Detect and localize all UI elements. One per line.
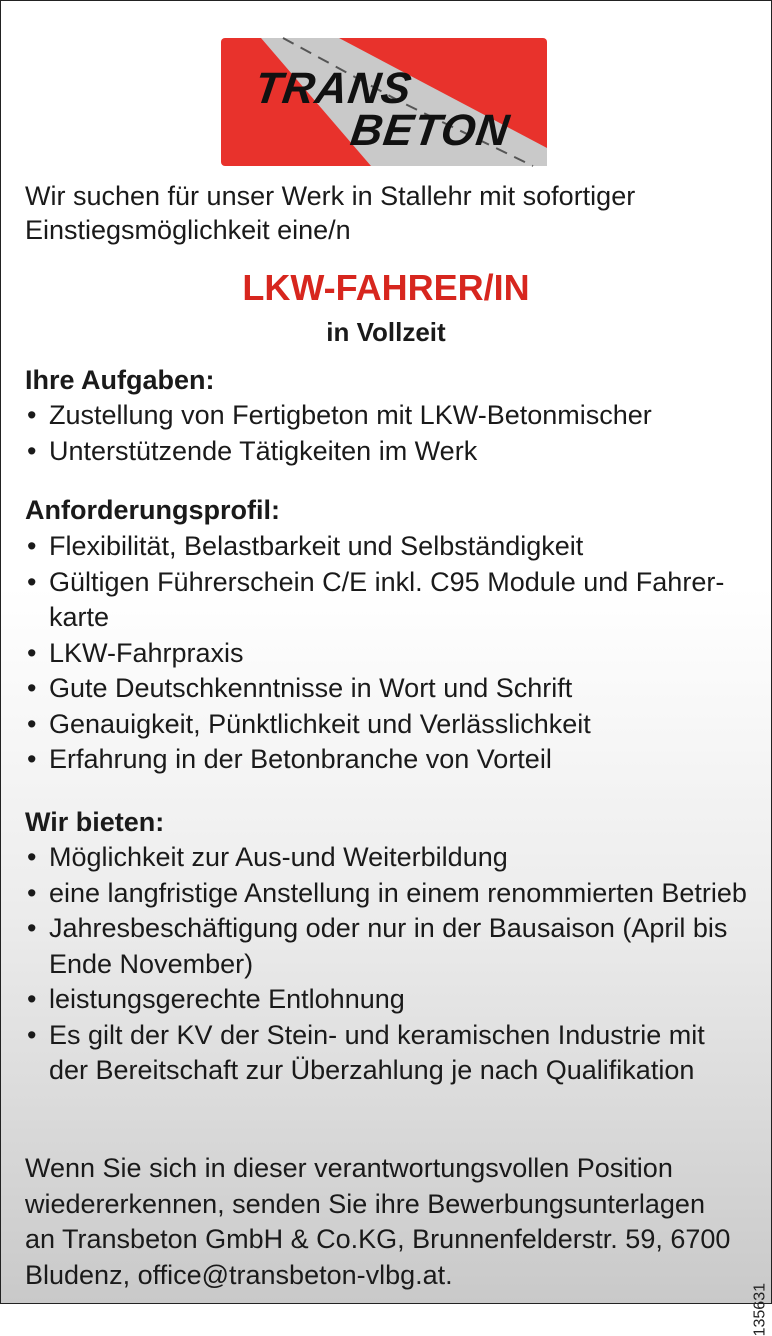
employment-type: in Vollzeit	[326, 317, 446, 347]
list-item: • LKW-Fahrpraxis	[25, 636, 751, 672]
list-item: • Es gilt der KV der Stein- und keramischen Industrie mit der Bereitschaft zur Überzahlung je nach Qualifikation	[25, 1018, 751, 1089]
closing-text: Wenn Sie sich in dieser verantwortungsvollen Position wiedererkennen, senden Sie ihre Bewerbungsunterlagen an Transbeton GmbH & Co.KG, Brunnenfelderstr. 59, 6700 Bludenz, office@transbeton-vlbg.at.	[25, 1153, 731, 1290]
list-item: • Genauigkeit, Pünktlichkeit und Verlässlichkeit	[25, 707, 751, 743]
requirements-list	[25, 529, 751, 778]
list-item: • Möglichkeit zur Aus-und Weiterbildung	[25, 840, 751, 876]
list-item: • leistungsgerechte Entlohnung	[25, 982, 751, 1018]
intro-text: Wir suchen für unser Werk in Stallehr mit sofortiger Einstiegsmöglichkeit eine/n	[25, 181, 636, 245]
list-item: • Unterstützende Tätigkeiten im Werk	[25, 434, 751, 470]
list-item: • eine langfristige Anstellung in einem renommierten Betrieb	[25, 876, 751, 912]
list-item: • Gültigen Führerschein C/E inkl. C95 Module und Fahrer-karte	[25, 565, 751, 636]
list-item: • Gute Deutschkenntnisse in Wort und Schrift	[25, 671, 751, 707]
job-title: LKW-FAHRER/IN	[242, 267, 530, 308]
list-item: • Erfahrung in der Betonbranche von Vorteil	[25, 742, 751, 778]
tasks-title: Ihre Aufgaben:	[25, 365, 215, 395]
list-item: • Flexibilität, Belastbarkeit und Selbständigkeit	[25, 529, 751, 565]
offer-title: Wir bieten:	[25, 807, 165, 837]
requirements-title: Anforderungsprofil:	[25, 495, 280, 525]
transbeton-logo	[221, 38, 547, 166]
reference-number: 135631	[751, 1283, 768, 1336]
logo-text-trans: TRANS	[251, 64, 416, 113]
tasks-list	[25, 398, 751, 469]
logo-text-beton: BETON	[347, 106, 513, 155]
offer-list	[25, 840, 751, 1089]
list-item: • Jahresbeschäftigung oder nur in der Bausaison (April bis Ende November)	[25, 911, 751, 982]
list-item: • Zustellung von Fertigbeton mit LKW-Betonmischer	[25, 398, 751, 434]
